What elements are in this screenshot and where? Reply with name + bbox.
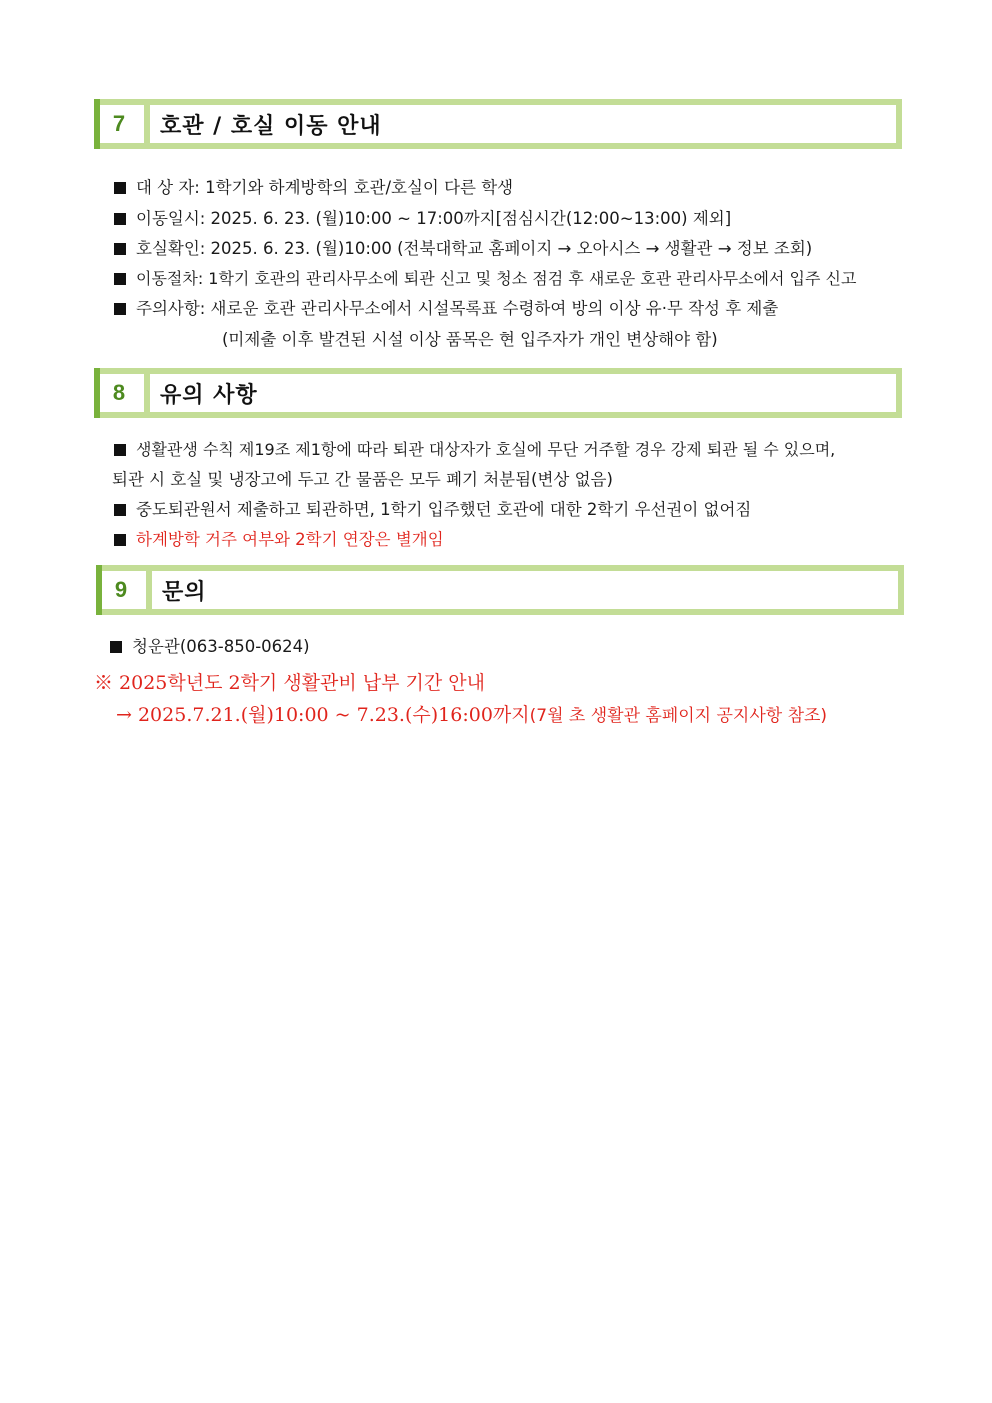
section-8-number: 8 bbox=[94, 380, 144, 406]
section-7-item-1: 대 상 자: 1학기와 하계방학의 호관/호실이 다른 학생 bbox=[114, 178, 513, 198]
bullet-square-icon bbox=[114, 504, 126, 516]
bullet-square-icon bbox=[114, 534, 126, 546]
section-9-number: 9 bbox=[96, 577, 146, 603]
bullet-square-icon bbox=[114, 182, 126, 194]
section-9-accent bbox=[96, 565, 102, 615]
section-8-divider bbox=[144, 368, 150, 418]
section-9-header bbox=[96, 565, 904, 615]
section-9-divider bbox=[146, 565, 152, 615]
section-7-item-4: 이동절차: 1학기 호관의 관리사무소에 퇴관 신고 및 청소 점검 후 새로운 호관 관리사무소에서 입주 신고 bbox=[114, 269, 856, 289]
section-7-item-5: 주의사항: 새로운 호관 관리사무소에서 시설목록표 수령하여 방의 이상 유·무 작성 후 제출 bbox=[114, 299, 778, 319]
bullet-square-icon bbox=[114, 444, 126, 456]
bullet-square-icon bbox=[114, 243, 126, 255]
section-8-item-2: 중도퇴관원서 제출하고 퇴관하면, 1학기 입주했던 호관에 대한 2학기 우선권이 없어짐 bbox=[114, 500, 751, 520]
bullet-square-icon bbox=[114, 273, 126, 285]
section-9-contact: 청운관(063-850-0624) bbox=[110, 637, 310, 657]
notice-reference: (7월 초 생활관 홈페이지 공지사항 참조) bbox=[529, 706, 828, 726]
section-7-note: (미제출 이후 발견된 시설 이상 품목은 현 입주자가 개인 변상해야 함) bbox=[222, 330, 718, 349]
notice-period: → 2025.7.21.(월)10:00 ~ 7.23.(수)16:00까지 bbox=[116, 704, 530, 726]
section-8-item-3: 하계방학 거주 여부와 2학기 연장은 별개임 bbox=[114, 530, 444, 550]
section-7-item-3: 호실확인: 2025. 6. 23. (월)10:00 (전북대학교 홈페이지 → 오아시스 → 생활관 → 정보 조회) bbox=[114, 239, 812, 259]
bullet-square-icon bbox=[110, 641, 122, 653]
section-8-title: 유의 사항 bbox=[160, 382, 258, 408]
section-7-title: 호관 / 호실 이동 안내 bbox=[160, 113, 382, 139]
bullet-square-icon bbox=[114, 213, 126, 225]
section-8-item-1-cont: 퇴관 시 호실 및 냉장고에 두고 간 물품은 모두 폐기 처분됨(변상 없음) bbox=[112, 470, 613, 489]
notice-period-line bbox=[116, 703, 827, 728]
bullet-square-icon bbox=[114, 303, 126, 315]
section-7-divider bbox=[144, 99, 150, 149]
section-7-item-2: 이동일시: 2025. 6. 23. (월)10:00 ~ 17:00까지[점심시간(12:00~13:00) 제외] bbox=[114, 209, 731, 229]
section-7-number: 7 bbox=[94, 111, 144, 137]
section-8-header bbox=[94, 368, 902, 418]
section-8-item-1: 생활관생 수칙 제19조 제1항에 따라 퇴관 대상자가 호실에 무단 거주할 경우 강제 퇴관 될 수 있으며, bbox=[114, 440, 835, 460]
section-8-accent bbox=[94, 368, 100, 418]
section-9-title: 문의 bbox=[162, 579, 207, 605]
section-7-header bbox=[94, 99, 902, 149]
section-7-accent bbox=[94, 99, 100, 149]
notice-title: ※ 2025학년도 2학기 생활관비 납부 기간 안내 bbox=[94, 672, 485, 694]
